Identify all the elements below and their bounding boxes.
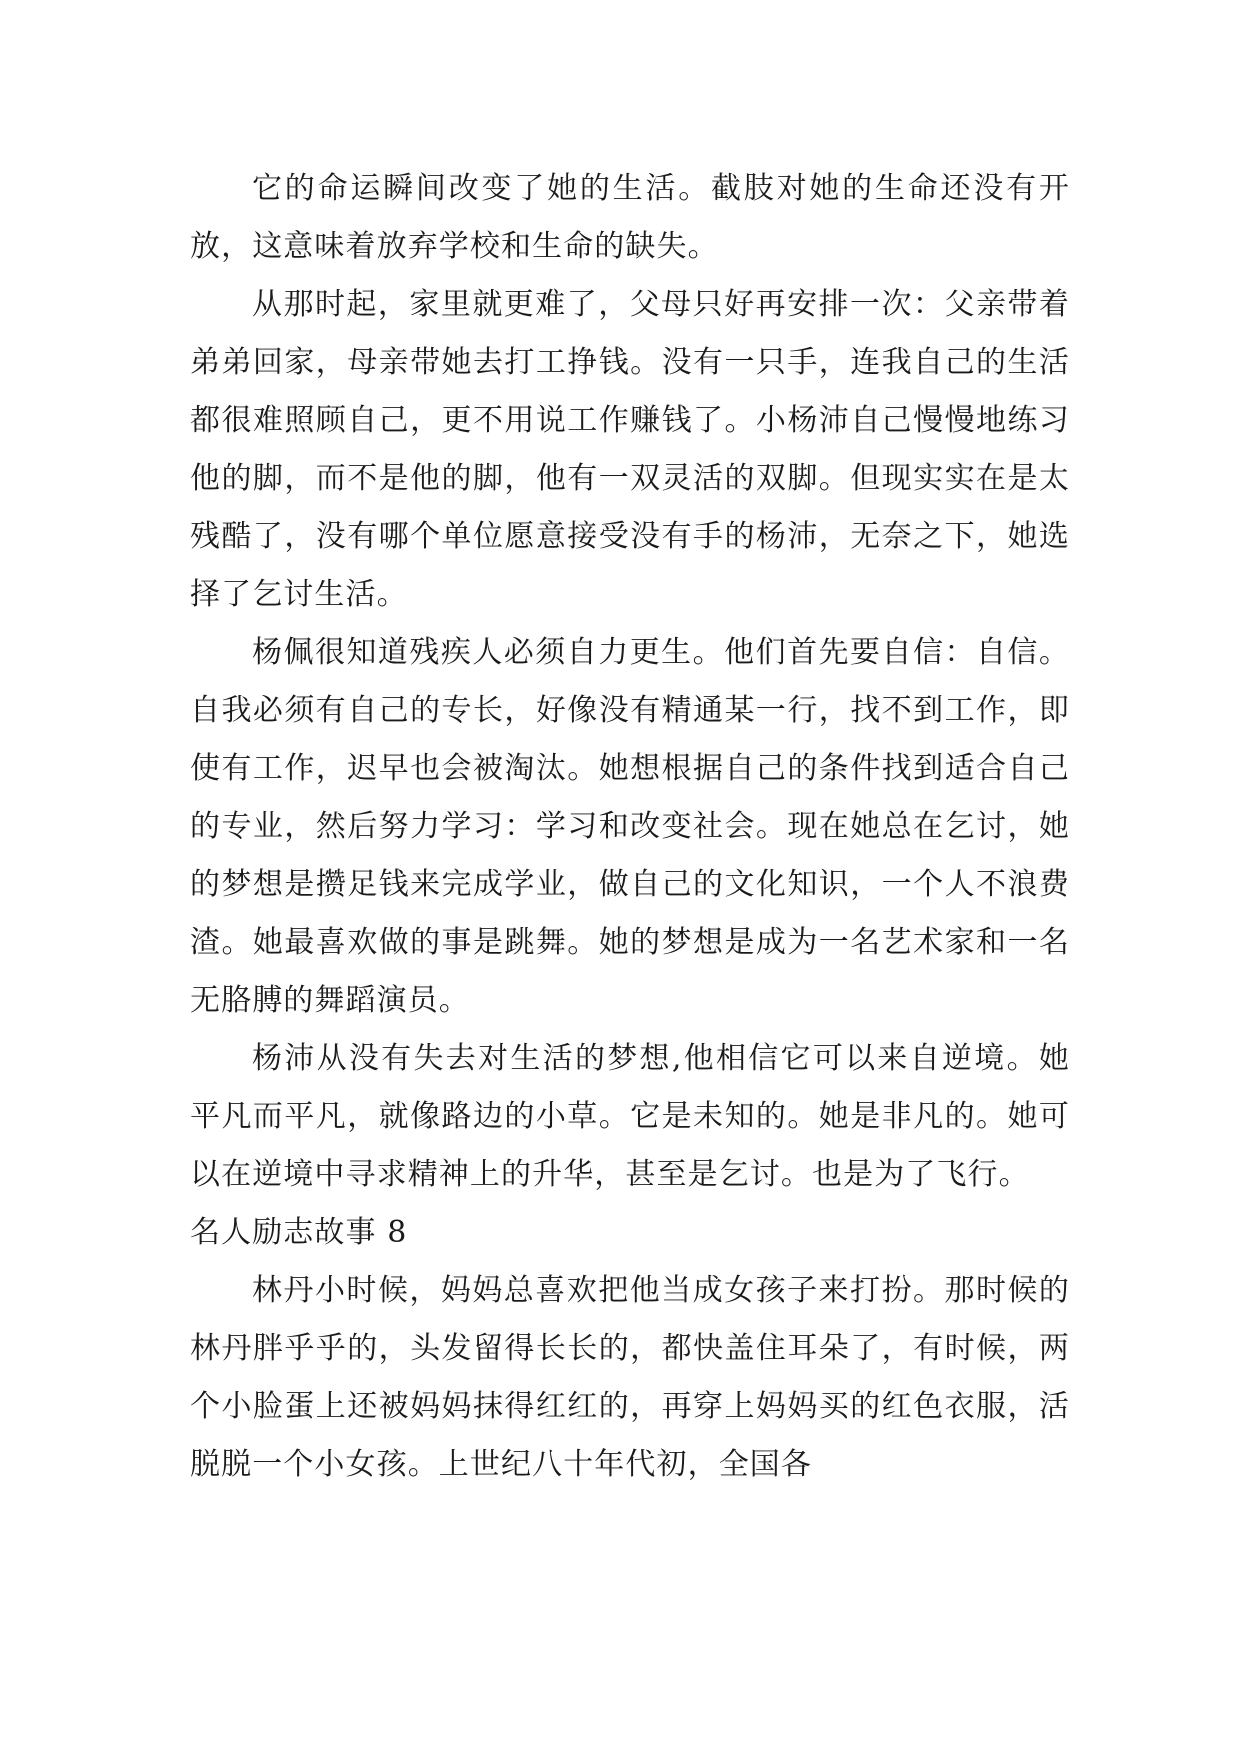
paragraph-amputation: 它的命运瞬间改变了她的生活。截肢对她的生命还没有开放，这意味着放弃学校和生命的缺失。 [190, 171, 1070, 264]
section-heading: 名人励志故事 8 [190, 1215, 408, 1250]
paragraph-self-reliance: 杨佩很知道残疾人必须自力更生。他们首先要自信：自信。自我必须有自己的专长，好像没有精通某一行，找不到工作，即使有工作，迟早也会被淘汰。她想根据自己的条件找到适合自己的专业，然后努力学习：学习和改变社会。现在她总在乞讨，她的梦想是攒足钱来完成学业，做自己的文化知识，一个人不浪费渣。她最喜欢做的事是跳舞。她的梦想是成为一名艺术家和一名无胳膊的舞蹈演员。 [190, 635, 1070, 1018]
document-body [190, 160, 1070, 1494]
paragraph-lin-dan-childhood: 林丹小时候，妈妈总喜欢把他当成女孩子来打扮。那时候的林丹胖乎乎的，头发留得长长的，都快盖住耳朵了，有时候，两个小脸蛋上还被妈妈抹得红红的，再穿上妈妈买的红色衣服，活脱脱一个小女孩。上世纪八十年代初，全国各 [190, 1273, 1070, 1482]
paragraph-dream: 杨沛从没有失去对生活的梦想,他相信它可以来自逆境。她平凡而平凡，就像路边的小草。它是未知的。她是非凡的。她可以在逆境中寻求精神上的升华，甚至是乞讨。也是为了飞行。 [190, 1041, 1070, 1192]
paragraph-family-hardship: 从那时起，家里就更难了，父母只好再安排一次：父亲带着弟弟回家，母亲带她去打工挣钱。没有一只手，连我自己的生活都很难照顾自己，更不用说工作赚钱了。小杨沛自己慢慢地练习他的脚，而不是他的脚，他有一双灵活的双脚。但现实实在是太残酷了，没有哪个单位愿意接受没有手的杨沛，无奈之下，她选择了乞讨生活。 [190, 287, 1070, 612]
